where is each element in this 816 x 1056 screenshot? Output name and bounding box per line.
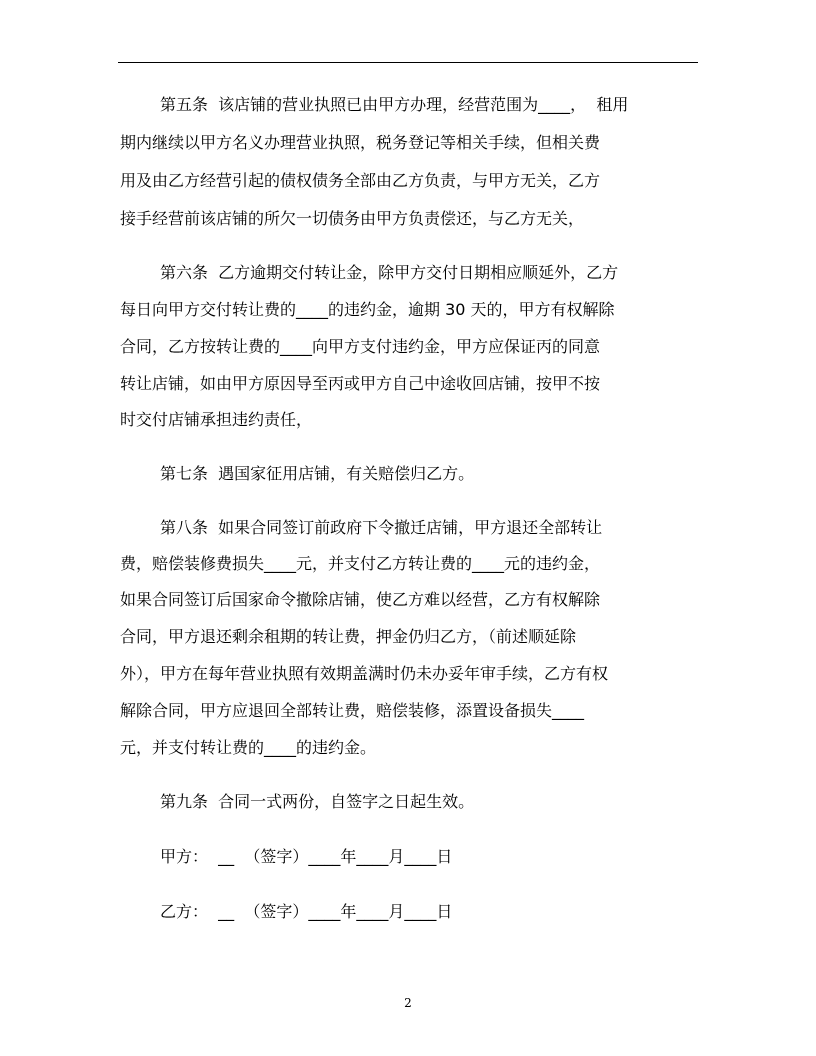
clause-7-line-1: 第七条 遇国家征用店铺，有关赔偿归乙方。: [160, 464, 475, 483]
clause-6-line-2: 每日向甲方交付转让费的____的违约金，逾期 30 天的，甲方有权解除: [120, 300, 615, 319]
clause-6-line-5: 时交付店铺承担违约责任，: [120, 410, 313, 429]
clause-8-line-5: 外），甲方在每年营业执照有效期盖满时仍未办妥年审手续，乙方有权: [120, 664, 609, 683]
clause-5-line-1: 第五条 该店铺的营业执照已由甲方办理，经营范围为____， 租用: [160, 95, 629, 114]
clause-8-line-4: 合同，甲方退还剩余租期的转让费，押金仍归乙方，（前述顺延除: [120, 627, 577, 646]
signature-party-a-line: 甲方： __ （签字）____年____月____日: [160, 847, 453, 866]
header-rule: [118, 62, 698, 63]
signature-party-b-line: 乙方： __ （签字）____年____月____日: [160, 902, 453, 921]
clause-5-line-2: 期内继续以甲方名义办理营业执照，税务登记等相关手续，但相关费: [120, 133, 601, 152]
clause-6-line-3: 合同，乙方按转让费的____向甲方支付违约金，甲方应保证丙的同意: [120, 337, 601, 356]
clause-9-line-1: 第九条 合同一式两份，自签字之日起生效。: [160, 792, 475, 811]
page-number: 2: [404, 996, 412, 1010]
clause-5-line-4: 接手经营前该店铺的所欠一切债务由甲方负责偿还，与乙方无关，: [120, 209, 585, 228]
clause-5-line-3: 用及由乙方经营引起的债权债务全部由乙方负责，与甲方无关，乙方: [120, 171, 601, 190]
clause-8-line-6: 解除合同，甲方应退回全部转让费，赔偿装修，添置设备损失____: [120, 701, 585, 720]
clause-8-line-3: 如果合同签订后国家命令撤除店铺，使乙方难以经营，乙方有权解除: [120, 590, 601, 609]
clause-6-line-4: 转让店铺，如由甲方原因导至丙或甲方自己中途收回店铺，按甲不按: [120, 374, 601, 393]
clause-8-line-2: 费，赔偿装修费损失____元，并支付乙方转让费的____元的违约金，: [120, 554, 601, 573]
clause-6-line-1: 第六条 乙方逾期交付转让金，除甲方交付日期相应顺延外，乙方: [160, 263, 619, 282]
clause-8-line-1: 第八条 如果合同签订前政府下令撤迁店铺，甲方退还全部转让: [160, 518, 603, 537]
clause-8-line-7: 元，并支付转让费的____的违约金。: [120, 738, 377, 757]
